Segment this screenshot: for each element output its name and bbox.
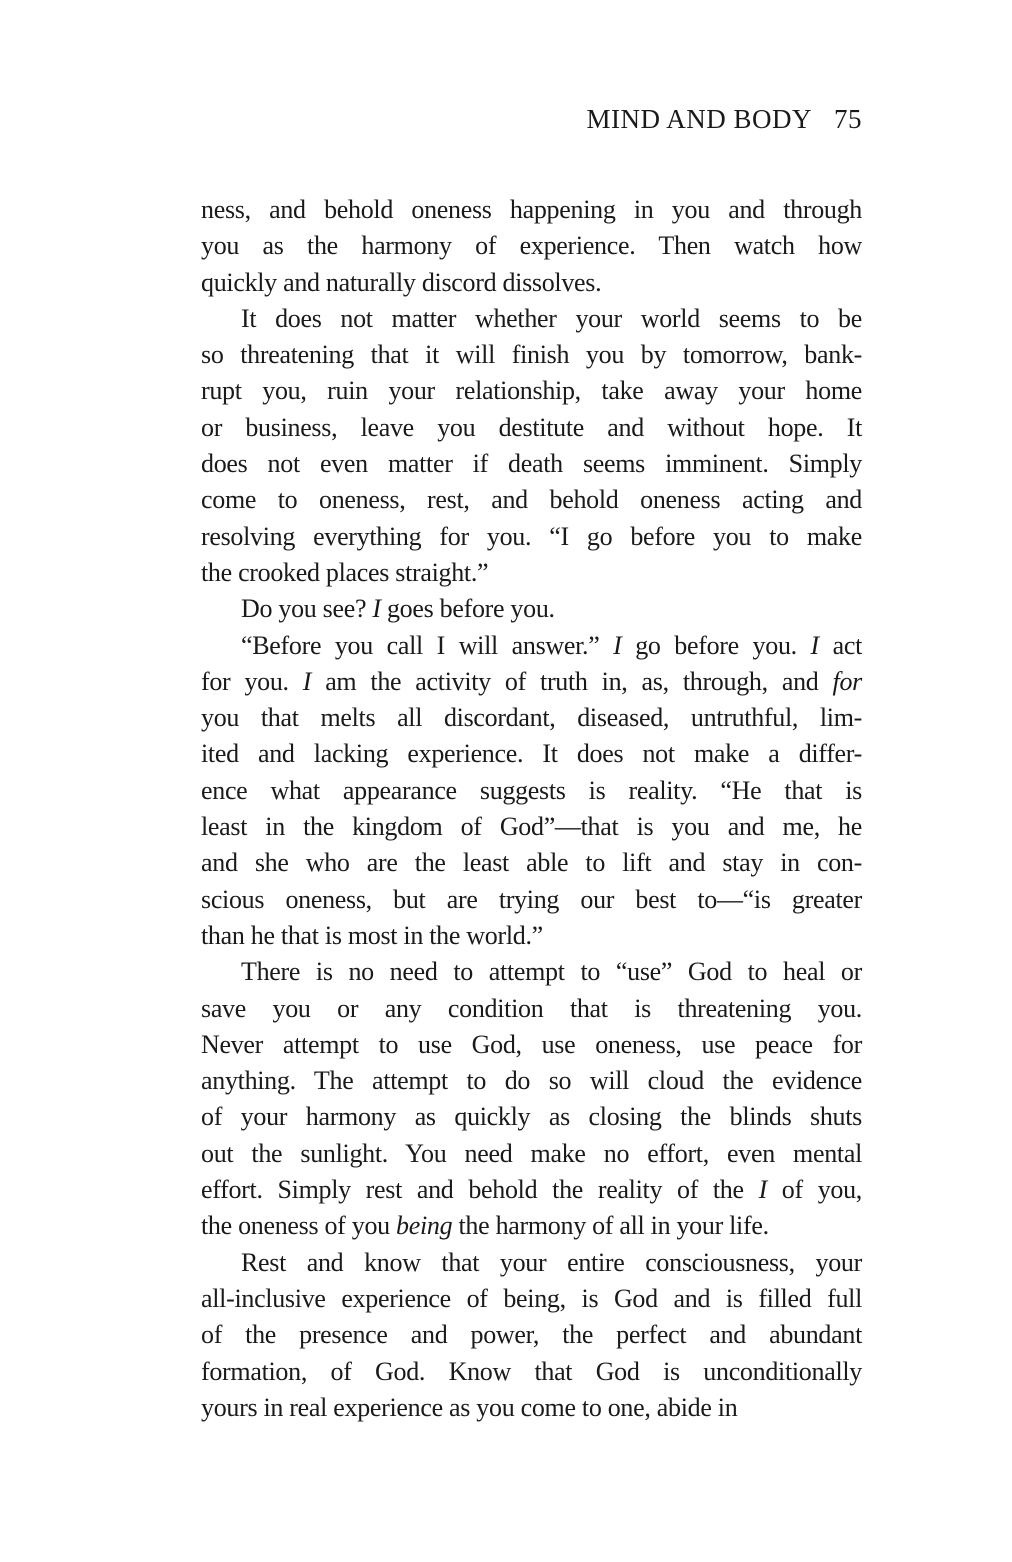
text-line: formation, of God. Know that God is unconditionally bbox=[201, 1356, 862, 1386]
text-line: the oneness of you being the harmony of all in your life. bbox=[201, 1211, 769, 1241]
text-line: you that melts all discordant, diseased, untruthful, lim- bbox=[201, 703, 862, 733]
text-line: you as the harmony of experience. Then watch how bbox=[201, 231, 862, 261]
paragraph bbox=[201, 591, 862, 627]
paragraph bbox=[201, 628, 862, 955]
text-line: of your harmony as quickly as closing the blinds shuts bbox=[201, 1102, 862, 1132]
text-line: all-inclusive experience of being, is God and is filled full bbox=[201, 1283, 862, 1313]
text-line: the crooked places straight.” bbox=[201, 557, 489, 587]
text-line: of the presence and power, the perfect and abundant bbox=[201, 1320, 862, 1350]
paragraph bbox=[201, 301, 862, 591]
text-line: ence what appearance suggests is reality. “He that is bbox=[201, 775, 862, 805]
page-number: 75 bbox=[834, 104, 862, 134]
text-line: quickly and naturally discord dissolves. bbox=[201, 267, 602, 297]
text-line: ness, and behold oneness happening in you and through bbox=[201, 195, 862, 224]
text-line: “Before you call I will answer.” I go before you. I act bbox=[241, 630, 862, 660]
text-line: save you or any condition that is threatening you. bbox=[201, 993, 862, 1023]
paragraph bbox=[201, 192, 862, 301]
text-line: for you. I am the activity of truth in, as, through, and for bbox=[201, 666, 862, 696]
text-line: than he that is most in the world.” bbox=[201, 920, 543, 950]
text-line: There is no need to attempt to “use” God to heal or bbox=[241, 957, 862, 987]
chapter-title: MIND AND BODY bbox=[586, 104, 812, 134]
text-line: yours in real experience as you come to one, abide in bbox=[201, 1392, 738, 1422]
text-line: It does not matter whether your world seems to be bbox=[241, 303, 862, 333]
text-line: scious oneness, but are trying our best to—“is greater bbox=[201, 884, 862, 914]
text-line: come to oneness, rest, and behold oneness acting and bbox=[201, 485, 862, 515]
text-line: Rest and know that your entire consciousness, your bbox=[241, 1247, 862, 1277]
text-line: Do you see? I goes before you. bbox=[241, 594, 555, 624]
paragraph bbox=[201, 1245, 862, 1426]
running-header bbox=[201, 103, 862, 135]
paragraph bbox=[201, 954, 862, 1244]
body-text bbox=[201, 192, 862, 1426]
text-line: and she who are the least able to lift and stay in con- bbox=[201, 848, 862, 878]
text-line: Never attempt to use God, use oneness, use peace for bbox=[201, 1029, 862, 1059]
text-line: does not even matter if death seems imminent. Simply bbox=[201, 449, 862, 479]
text-line: effort. Simply rest and behold the reality of the I of you, bbox=[201, 1175, 862, 1205]
text-line: so threatening that it will finish you by tomorrow, bank- bbox=[201, 340, 862, 370]
text-line: or business, leave you destitute and without hope. It bbox=[201, 412, 862, 442]
text-line: resolving everything for you. “I go before you to make bbox=[201, 521, 862, 551]
text-line: rupt you, ruin your relationship, take away your home bbox=[201, 376, 862, 406]
text-line: out the sunlight. You need make no effort, even mental bbox=[201, 1138, 862, 1168]
text-line: ited and lacking experience. It does not make a differ- bbox=[201, 739, 862, 769]
text-line: least in the kingdom of God”—that is you and me, he bbox=[201, 812, 862, 842]
text-line: anything. The attempt to do so will cloud the evidence bbox=[201, 1066, 862, 1096]
